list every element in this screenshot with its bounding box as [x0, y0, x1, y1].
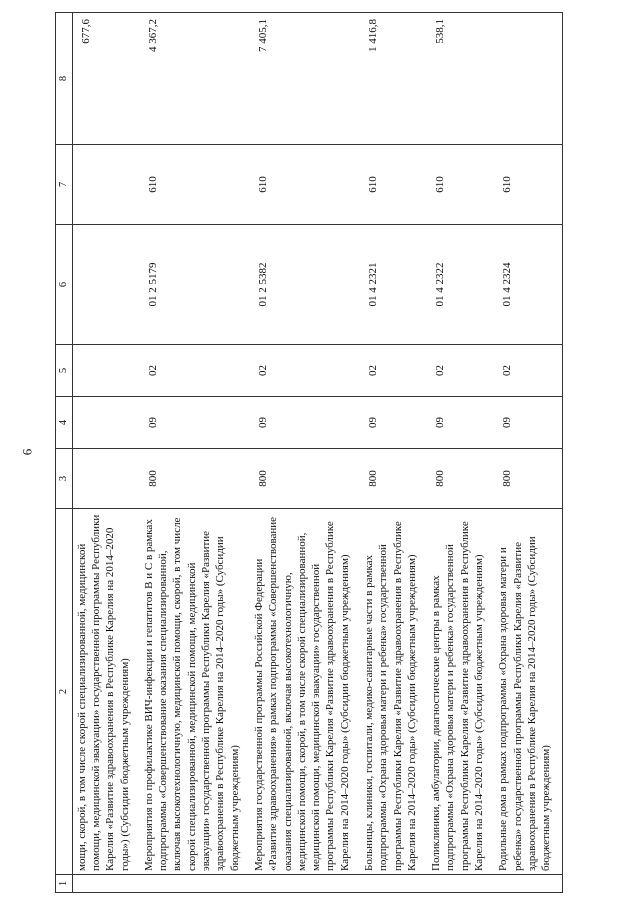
page-number: 6: [19, 448, 35, 456]
row-code-col5: [72, 345, 140, 397]
row-description: Мероприятия государственной программы Российской Федерации «Развитие здравоохранения» в рамках подпрограммы «Совершенствование оказания специализированной, включая высокотехнологичную, медицинской помощи, скорой, в том числе скорой специализированной, медицинской помощи, медицинской эвакуации» государственной программы Республики Карелия «Развитие здравоохранения в Республике Карелия на 2014–2020 годы» (Субсидии бюджетным учреждениям): [250, 509, 360, 875]
row-description: мощи, скорой, в том числе скорой специализированной, медицинской помощи, медицинской эвакуации» государственной программы Республики Карелия «Развитие здравоохранения в Республике Карелия на 2014–2020 годы») (Субсидии бюджетным учреждениям): [72, 509, 140, 875]
row-code-col6: [72, 225, 140, 345]
row-code-col5: 02: [427, 345, 494, 397]
column-header-5: 5: [56, 345, 73, 397]
column-header-7: 7: [56, 145, 73, 225]
table-row: [427, 13, 494, 893]
column-header-6: 6: [56, 225, 73, 345]
row-amount: 4 367,2: [140, 13, 250, 145]
row-code-col6: 01 2 5382: [250, 225, 360, 345]
row-code-col4: 09: [250, 397, 360, 449]
row-col1-cell: [494, 875, 562, 893]
row-amount: 7 405,1: [250, 13, 360, 145]
row-code-col5: 02: [140, 345, 250, 397]
row-code-col4: 09: [494, 397, 562, 449]
row-code-col6: 01 4 2324: [494, 225, 562, 345]
row-description: Мероприятия по профилактике ВИЧ-инфекции и гепатитов В и С в рамках подпрограммы «Совершенствование оказания специализированной, включая высокотехнологичную, медицинской помощи, скорой, в том числе скорой специализированной, медицинской помощи, медицинской эвакуации» государственной программы Республики Карелия «Развитие здравоохранения в Республике Карелия на 2014–2020 годы» (Субсидии бюджетным учреждениям): [140, 509, 250, 875]
column-header-row: [56, 13, 73, 893]
row-code-col4: 09: [427, 397, 494, 449]
row-description: Поликлиники, амбулатории, диагностические центры в рамках подпрограммы «Охрана здоровья матери и ребенка» государственной программы Республики Карелия «Развитие здравоохранения в Республике Карелия на 2014–2020 годы» (Субсидии бюджетным учреждениям): [427, 509, 494, 875]
row-col1-cell: [250, 875, 360, 893]
row-code-col7: 610: [360, 145, 427, 225]
column-header-8: 8: [56, 13, 73, 145]
column-header-4: 4: [56, 397, 73, 449]
row-description: Родильные дома в рамках подпрограммы «Охрана здоровья матери и ребенка» государственной программы Республики Карелия «Развитие здравоохранения в Республике Карелия на 2014–2020 годы» (Субсидии бюджетным учреждениям): [494, 509, 562, 875]
row-col1-cell: [72, 875, 140, 893]
row-code-col5: 02: [360, 345, 427, 397]
table-row: [140, 13, 250, 893]
row-code-col4: [72, 397, 140, 449]
row-code-col4: 09: [140, 397, 250, 449]
row-code-col7: 610: [427, 145, 494, 225]
table-row: [360, 13, 427, 893]
budget-table: [55, 12, 563, 893]
table-row: [72, 13, 140, 893]
row-code-col7: [72, 145, 140, 225]
row-col1-cell: [427, 875, 494, 893]
column-header-2: 2: [56, 509, 73, 875]
row-code-col3: [72, 449, 140, 509]
row-description: Больницы, клиники, госпитали, медико-санитарные части в рамках подпрограммы «Охрана здоровья матери и ребенка» государственной программы Республики Карелия «Развитие здравоохранения в Республике Карелия на 2014–2020 годы» (Субсидии бюджетным учреждениям): [360, 509, 427, 875]
column-header-3: 3: [56, 449, 73, 509]
row-code-col3: 800: [360, 449, 427, 509]
row-code-col6: 01 2 5179: [140, 225, 250, 345]
row-col1-cell: [140, 875, 250, 893]
row-code-col3: 800: [140, 449, 250, 509]
row-amount: 677,6: [72, 13, 140, 145]
rotated-document: [55, 13, 625, 893]
row-amount: 538,1: [427, 13, 494, 145]
table-row: [494, 13, 562, 893]
row-code-col5: 02: [250, 345, 360, 397]
row-code-col7: 610: [250, 145, 360, 225]
row-amount: [494, 13, 562, 145]
row-code-col5: 02: [494, 345, 562, 397]
row-col1-cell: [360, 875, 427, 893]
row-code-col3: 800: [250, 449, 360, 509]
row-code-col3: 800: [494, 449, 562, 509]
column-header-1: 1: [56, 875, 73, 893]
row-code-col7: 610: [140, 145, 250, 225]
row-code-col4: 09: [360, 397, 427, 449]
row-code-col6: 01 4 2321: [360, 225, 427, 345]
row-code-col7: 610: [494, 145, 562, 225]
row-code-col6: 01 4 2322: [427, 225, 494, 345]
row-amount: 1 416,8: [360, 13, 427, 145]
table-row: [250, 13, 360, 893]
row-code-col3: 800: [427, 449, 494, 509]
